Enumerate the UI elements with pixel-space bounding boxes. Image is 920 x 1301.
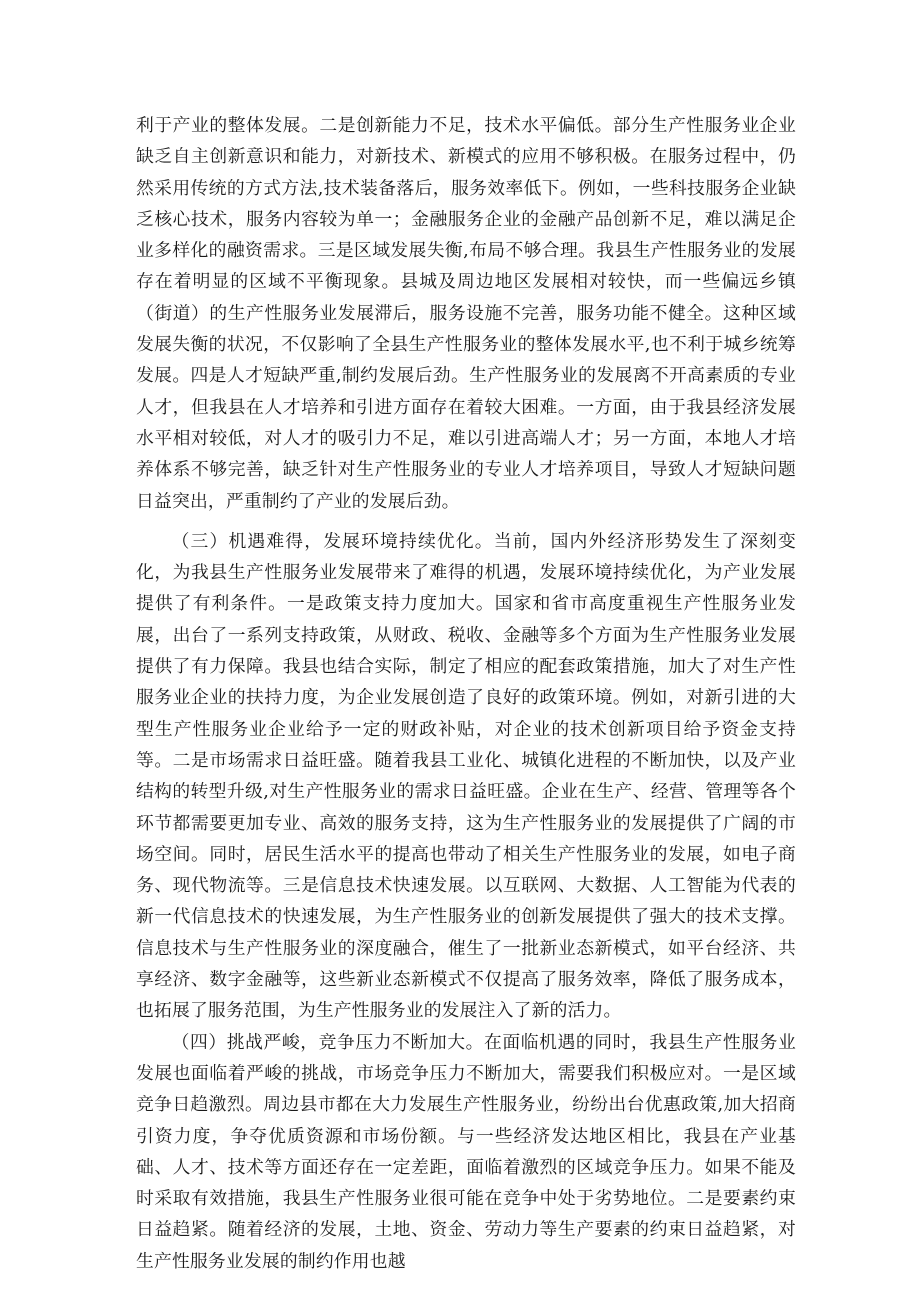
paragraph-continued: 利于产业的整体发展。二是创新能力不足，技术水平偏低。部分生产性服务业企业缺乏自主创新意识和能力，对新技术、新模式的应用不够积极。在服务过程中，仍然采用传统的方式方法,技术装备落后，服务效率低下。例如，一些科技服务企业缺乏核心技术，服务内容较为单一；金融服务企业的金融产品创新不足，难以满足企业多样化的融资需求。三是区域发展失衡,布局不够合理。我县生产性服务业的发展存在着明显的区域不平衡现象。县城及周边地区发展相对较快，而一些偏远乡镇（街道）的生产性服务业发展滞后，服务设施不完善，服务功能不健全。这种区域发展失衡的状况，不仅影响了全县生产性服务业的整体发展水平,也不利于城乡统筹发展。四是人才短缺严重,制约发展后劲。生产性服务业的发展离不开高素质的专业人才，但我县在人才培养和引进方面存在着较大困难。一方面，由于我县经济发展水平相对较低，对人才的吸引力不足，难以引进高端人才；另一方面，本地人才培养体系不够完善，缺乏针对生产性服务业的专业人才培养项目，导致人才短缺问题日益突出，严重制约了产业的发展后劲。	[136, 115, 796, 512]
paragraph-section-three: （三）机遇难得，发展环境持续优化。当前，国内外经济形势发生了深刻变化，为我县生产性服务业发展带来了难得的机遇，发展环境持续优化，为产业发展提供了有利条件。一是政策支持力度加大。国家和省市高度重视生产性服务业发展，出台了一系列支持政策，从财政、税收、金融等多个方面为生产性服务业发展提供了有力保障。我县也结合实际，制定了相应的配套政策措施，加大了对生产性服务业企业的扶持力度，为企业发展创造了良好的政策环境。例如，对新引进的大型生产性服务业企业给予一定的财政补贴，对企业的技术创新项目给予资金支持等。二是市场需求日益旺盛。随着我县工业化、城镇化进程的不断加快，以及产业结构的转型升级,对生产性服务业的需求日益旺盛。企业在生产、经营、管理等各个环节都需要更加专业、高效的服务支持，这为生产性服务业的发展提供了广阔的市场空间。同时，居民生活水平的提高也带动了相关生产性服务业的发展，如电子商务、现代物流等。三是信息技术快速发展。以互联网、大数据、人工智能为代表的新一代信息技术的快速发展，为生产性服务业的创新发展提供了强大的技术支撑。信息技术与生产性服务业的深度融合，催生了一批新业态新模式，如平台经济、共享经济、数字金融等，这些新业态新模式不仅提高了服务效率，降低了服务成本，也拓展了服务范围，为生产性服务业的发展注入了新的活力。	[136, 530, 796, 1022]
document-body	[136, 110, 796, 1277]
paragraph-section-four: （四）挑战严峻，竞争压力不断加大。在面临机遇的同时，我县生产性服务业发展也面临着严峻的挑战，市场竞争压力不断加大，需要我们积极应对。一是区域竞争日趋激烈。周边县市都在大力发展生产性服务业，纷纷出台优惠政策,加大招商引资力度，争夺优质资源和市场份额。与一些经济发达地区相比，我县在产业基础、人才、技术等方面还存在一定差距，面临着激烈的区域竞争压力。如果不能及时采取有效措施，我县生产性服务业很可能在竞争中处于劣势地位。二是要素约束日益趋紧。随着经济的发展，土地、资金、劳动力等生产要素的约束日益趋紧，对生产性服务业发展的制约作用也越	[136, 1031, 796, 1272]
